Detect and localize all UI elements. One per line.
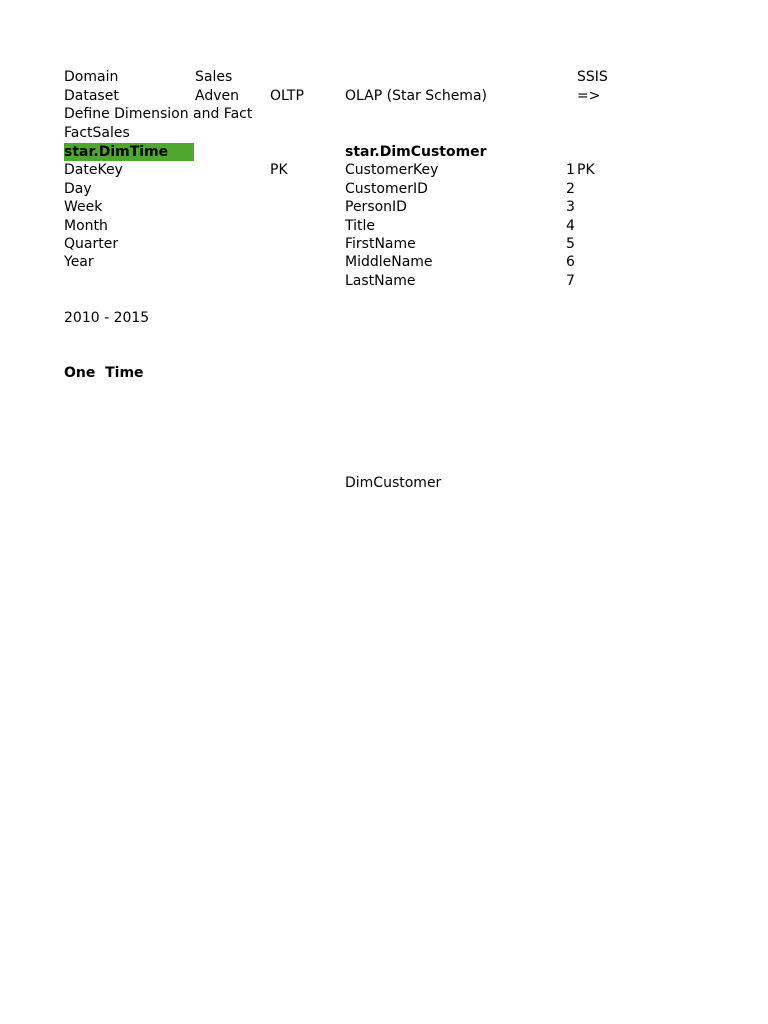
- olap-label: OLAP (Star Schema): [345, 88, 487, 104]
- define-text: Define Dimension and Fact: [64, 106, 253, 122]
- dim-time-field: Quarter: [64, 236, 119, 252]
- dataset-value: Adven: [195, 88, 239, 104]
- dim-customer-field-name: MiddleName: [345, 254, 433, 270]
- dim-time-range: 2010 - 2015: [64, 310, 150, 326]
- dim-time-field: Month: [64, 218, 108, 234]
- dim-customer-title: star.DimCustomer: [345, 144, 487, 160]
- dim-customer-field-num: 5: [566, 236, 575, 252]
- dim-customer-footer-label: DimCustomer: [345, 475, 442, 491]
- dim-customer-field-num: 2: [566, 181, 575, 197]
- fact-sales-label: FactSales: [64, 125, 130, 141]
- domain-value: Sales: [195, 69, 233, 85]
- dim-time-title: star.DimTime: [64, 143, 194, 161]
- dim-time-note: One Time: [64, 365, 144, 381]
- dim-customer-field-name: CustomerKey: [345, 162, 439, 178]
- dim-customer-field-name: LastName: [345, 273, 416, 289]
- dim-customer-field-num: 7: [566, 273, 575, 289]
- dim-customer-field-num: 3: [566, 199, 575, 215]
- dim-time-field: DateKey: [64, 162, 123, 178]
- dim-time-field: Day: [64, 181, 92, 197]
- dim-time-field: Week: [64, 199, 103, 215]
- dim-customer-field-tag: PK: [577, 162, 595, 178]
- dim-customer-field-num: 6: [566, 254, 575, 270]
- dim-customer-field-name: PersonID: [345, 199, 407, 215]
- dim-time-field: Year: [64, 254, 94, 270]
- dim-customer-field-name: Title: [345, 218, 376, 234]
- oltp-label: OLTP: [270, 88, 304, 104]
- ssis-label: SSIS: [577, 69, 608, 85]
- dim-customer-field-name: CustomerID: [345, 181, 428, 197]
- dim-customer-field-name: FirstName: [345, 236, 416, 252]
- domain-label: Domain: [64, 69, 119, 85]
- dim-time-pk-marker: PK: [270, 162, 288, 178]
- dataset-label: Dataset: [64, 88, 119, 104]
- dim-customer-field-num: 4: [566, 218, 575, 234]
- arrow-label: =>: [577, 88, 601, 104]
- dim-customer-field-num: 1: [566, 162, 575, 178]
